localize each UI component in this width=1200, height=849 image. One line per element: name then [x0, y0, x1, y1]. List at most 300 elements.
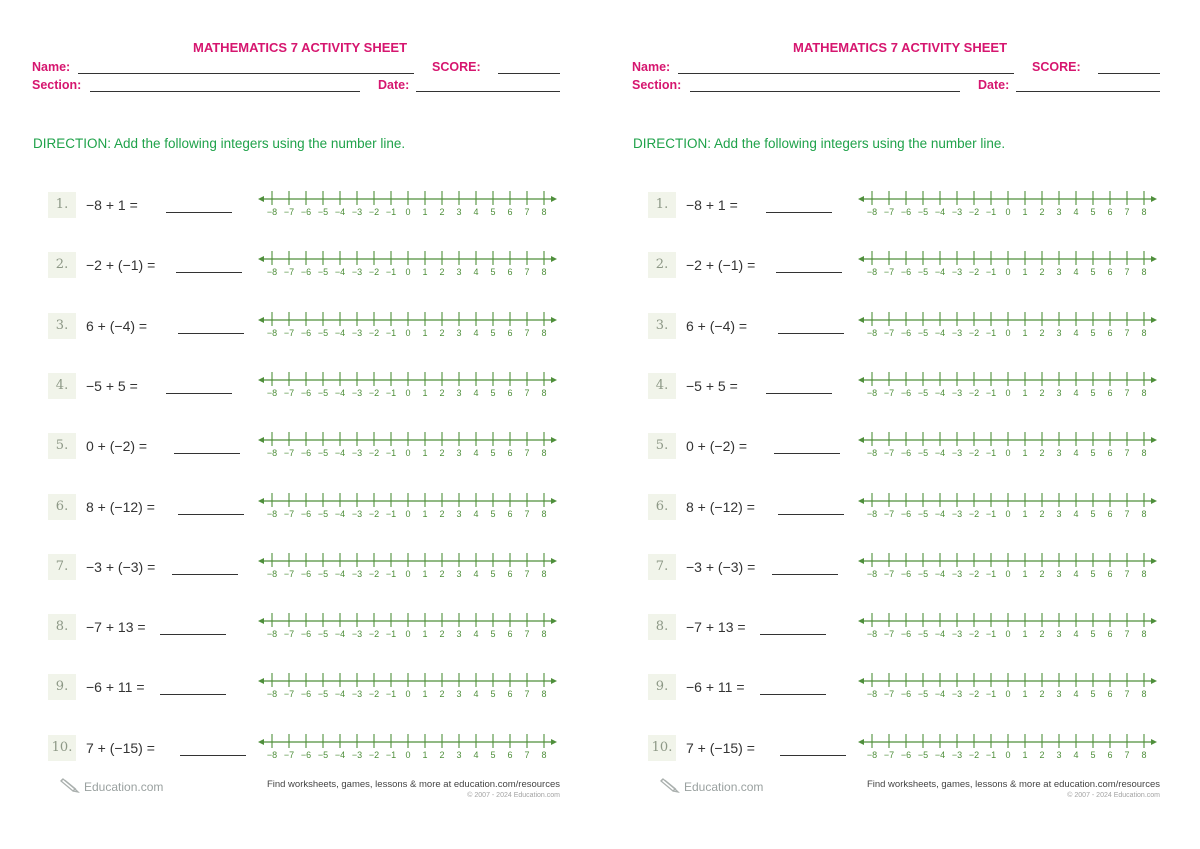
tick-label: 8 [1141, 387, 1147, 398]
right-arrow-icon [551, 317, 557, 323]
tick-label: 5 [1090, 327, 1096, 338]
tick-label: −4 [934, 448, 946, 459]
tick-label: −6 [900, 387, 912, 398]
score-field[interactable] [498, 73, 560, 74]
tick-label: 4 [1073, 568, 1079, 579]
left-arrow-icon [858, 437, 864, 443]
right-arrow-icon [551, 196, 557, 202]
tick-label: 7 [524, 568, 530, 579]
tick-label: 2 [439, 568, 445, 579]
tick-label: 7 [524, 327, 530, 338]
answer-blank[interactable] [180, 755, 246, 756]
problem-item [648, 309, 1168, 349]
number-line [858, 188, 1163, 228]
tick-label: 0 [405, 508, 411, 519]
tick-label: −7 [283, 568, 295, 579]
section-field[interactable] [690, 91, 960, 92]
tick-label: 2 [1039, 387, 1045, 398]
tick-label: −2 [968, 207, 980, 217]
tick-label: −4 [334, 508, 346, 519]
tick-label: −2 [368, 207, 380, 217]
tick-label: −4 [334, 327, 346, 338]
problem-number: 8. [48, 614, 76, 640]
tick-label: 3 [456, 267, 462, 278]
footer-copyright: © 2007 - 2024 Education.com [467, 792, 560, 799]
left-arrow-icon [858, 618, 864, 624]
tick-label: −8 [266, 508, 278, 519]
answer-blank[interactable] [176, 272, 242, 273]
tick-label: 5 [1090, 689, 1096, 700]
tick-label: 1 [1022, 207, 1028, 217]
tick-label: −6 [300, 387, 312, 398]
tick-label: −4 [934, 387, 946, 398]
tick-label: −2 [368, 689, 380, 700]
date-field[interactable] [416, 91, 560, 92]
left-arrow-icon [258, 558, 264, 564]
sheet-title: MATHEMATICS 7 ACTIVITY SHEET [192, 40, 408, 55]
name-field[interactable] [78, 73, 414, 74]
tick-label: −5 [317, 749, 329, 760]
problem-expression: 0 + (−2) = [686, 438, 748, 455]
tick-label: −2 [368, 568, 380, 579]
tick-label: −4 [934, 267, 946, 278]
tick-label: −8 [866, 207, 878, 217]
pencil-icon [60, 776, 82, 794]
tick-label: 2 [439, 387, 445, 398]
tick-label: 2 [439, 689, 445, 700]
number-line [858, 369, 1163, 409]
tick-label: −4 [934, 508, 946, 519]
tick-label: −1 [985, 749, 997, 760]
problem-number: 6. [648, 494, 676, 520]
tick-label: −2 [368, 267, 380, 278]
answer-blank[interactable] [766, 393, 832, 394]
activity-sheet-right [600, 0, 1200, 849]
number-line [258, 369, 563, 409]
tick-label: 8 [541, 629, 547, 640]
problem-number: 2. [48, 252, 76, 278]
number-line [258, 429, 563, 469]
direction-text: DIRECTION: Add the following integers using the number line. [633, 136, 1006, 151]
tick-label: −8 [866, 448, 878, 459]
problem-item [648, 610, 1168, 650]
left-arrow-icon [858, 377, 864, 383]
answer-blank[interactable] [766, 212, 832, 213]
tick-label: −8 [866, 689, 878, 700]
tick-label: 5 [1090, 387, 1096, 398]
tick-label: 5 [1090, 207, 1096, 217]
tick-label: 4 [473, 327, 479, 338]
tick-label: 0 [1005, 448, 1011, 459]
answer-blank[interactable] [174, 453, 240, 454]
answer-blank[interactable] [778, 514, 844, 515]
tick-label: 4 [1073, 508, 1079, 519]
tick-label: 0 [405, 448, 411, 459]
answer-blank[interactable] [160, 634, 226, 635]
tick-label: 5 [490, 629, 496, 640]
tick-label: −5 [317, 629, 329, 640]
tick-label: −7 [883, 568, 895, 579]
tick-label: 0 [1005, 508, 1011, 519]
problem-number: 5. [48, 433, 76, 459]
tick-label: −2 [968, 448, 980, 459]
tick-label: −7 [283, 387, 295, 398]
tick-label: −8 [866, 267, 878, 278]
tick-label: 3 [456, 629, 462, 640]
problem-number: 9. [648, 674, 676, 700]
right-arrow-icon [551, 377, 557, 383]
tick-label: −6 [300, 267, 312, 278]
tick-label: 8 [1141, 448, 1147, 459]
tick-label: −5 [917, 448, 929, 459]
tick-label: 7 [1124, 327, 1130, 338]
tick-label: 8 [541, 327, 547, 338]
tick-label: −5 [317, 267, 329, 278]
tick-label: 5 [1090, 508, 1096, 519]
tick-label: 1 [1022, 629, 1028, 640]
tick-label: −2 [368, 387, 380, 398]
problem-item [648, 670, 1168, 710]
tick-label: −3 [951, 689, 963, 700]
tick-label: −8 [266, 568, 278, 579]
section-field[interactable] [90, 91, 360, 92]
tick-label: −4 [934, 689, 946, 700]
tick-label: 7 [1124, 387, 1130, 398]
tick-label: 4 [473, 448, 479, 459]
tick-label: −7 [883, 508, 895, 519]
left-arrow-icon [258, 196, 264, 202]
tick-label: 2 [1039, 689, 1045, 700]
tick-label: −8 [266, 207, 278, 217]
tick-label: 0 [1005, 689, 1011, 700]
tick-label: −5 [917, 629, 929, 640]
tick-label: −8 [266, 689, 278, 700]
tick-label: −8 [866, 749, 878, 760]
score-field[interactable] [1098, 73, 1160, 74]
tick-label: −3 [951, 387, 963, 398]
tick-label: 6 [507, 689, 513, 700]
tick-label: −4 [334, 207, 346, 217]
number-line [258, 731, 563, 771]
tick-label: 3 [1056, 267, 1062, 278]
tick-label: 1 [1022, 749, 1028, 760]
tick-label: 2 [1039, 629, 1045, 640]
tick-label: 5 [490, 689, 496, 700]
tick-label: −5 [317, 508, 329, 519]
tick-label: 0 [1005, 387, 1011, 398]
answer-blank[interactable] [772, 574, 838, 575]
answer-blank[interactable] [166, 393, 232, 394]
number-line [858, 309, 1163, 349]
tick-label: −5 [917, 267, 929, 278]
footer-link-text[interactable]: Find worksheets, games, lessons & more at education.com/resources [266, 779, 560, 790]
tick-label: −8 [866, 327, 878, 338]
tick-label: −1 [385, 448, 397, 459]
tick-label: −5 [917, 327, 929, 338]
tick-label: 8 [541, 267, 547, 278]
tick-label: −4 [334, 568, 346, 579]
tick-label: −6 [300, 629, 312, 640]
tick-label: −1 [985, 689, 997, 700]
problem-item [648, 188, 1168, 228]
tick-label: −1 [385, 327, 397, 338]
tick-label: 6 [1107, 568, 1113, 579]
problem-item [48, 670, 568, 710]
tick-label: 4 [1073, 207, 1079, 217]
tick-label: 7 [1124, 267, 1130, 278]
tick-label: −1 [385, 689, 397, 700]
answer-blank[interactable] [760, 634, 826, 635]
tick-label: −4 [334, 749, 346, 760]
problem-expression: −3 + (−3) = [686, 558, 756, 575]
number-line [858, 490, 1163, 530]
tick-label: 3 [1056, 387, 1062, 398]
tick-label: −1 [985, 508, 997, 519]
tick-label: −1 [385, 508, 397, 519]
tick-label: 7 [524, 207, 530, 217]
left-arrow-icon [858, 498, 864, 504]
answer-blank[interactable] [178, 333, 244, 334]
tick-label: 7 [524, 387, 530, 398]
tick-label: 3 [456, 327, 462, 338]
tick-label: 1 [422, 749, 428, 760]
tick-label: 2 [1039, 448, 1045, 459]
tick-label: −6 [900, 267, 912, 278]
tick-label: 3 [1056, 327, 1062, 338]
number-line [858, 610, 1163, 650]
tick-label: 0 [405, 387, 411, 398]
tick-label: 6 [507, 508, 513, 519]
education-logo [660, 776, 763, 794]
problem-expression: 6 + (−4) = [86, 317, 148, 334]
right-arrow-icon [551, 618, 557, 624]
number-line [258, 550, 563, 590]
tick-label: 4 [473, 508, 479, 519]
tick-label: 3 [1056, 749, 1062, 760]
tick-label: −4 [334, 689, 346, 700]
tick-label: −8 [866, 629, 878, 640]
tick-label: 3 [1056, 448, 1062, 459]
problem-expression: 7 + (−15) = [86, 739, 155, 756]
number-line [858, 670, 1163, 710]
problem-number: 3. [648, 313, 676, 339]
tick-label: 6 [507, 629, 513, 640]
problem-item [48, 429, 568, 469]
answer-blank[interactable] [160, 694, 226, 695]
tick-label: −1 [985, 207, 997, 217]
number-line [258, 670, 563, 710]
tick-label: 6 [507, 749, 513, 760]
tick-label: 2 [1039, 568, 1045, 579]
answer-blank[interactable] [776, 272, 842, 273]
tick-label: 8 [541, 508, 547, 519]
tick-label: 2 [439, 448, 445, 459]
score-label: SCORE: [432, 60, 481, 74]
tick-label: −5 [917, 689, 929, 700]
problem-item [48, 248, 568, 288]
tick-label: −5 [917, 387, 929, 398]
tick-label: −7 [883, 689, 895, 700]
tick-label: 2 [1039, 207, 1045, 217]
right-arrow-icon [551, 256, 557, 262]
tick-label: −4 [334, 387, 346, 398]
tick-label: −6 [900, 207, 912, 217]
tick-label: −3 [951, 327, 963, 338]
tick-label: 4 [473, 568, 479, 579]
tick-label: 3 [1056, 629, 1062, 640]
name-score-row [632, 60, 1162, 76]
tick-label: 5 [490, 568, 496, 579]
tick-label: 3 [456, 689, 462, 700]
tick-label: −8 [266, 267, 278, 278]
answer-blank[interactable] [780, 755, 846, 756]
tick-label: −5 [317, 387, 329, 398]
tick-label: −2 [968, 689, 980, 700]
number-line [858, 429, 1163, 469]
tick-label: 1 [422, 267, 428, 278]
tick-label: 6 [507, 207, 513, 217]
problem-number: 7. [648, 554, 676, 580]
tick-label: 0 [405, 629, 411, 640]
tick-label: 5 [1090, 568, 1096, 579]
tick-label: −3 [351, 387, 363, 398]
problem-number: 7. [48, 554, 76, 580]
right-arrow-icon [1151, 678, 1157, 684]
tick-label: 2 [1039, 327, 1045, 338]
tick-label: 1 [422, 327, 428, 338]
tick-label: 3 [1056, 508, 1062, 519]
tick-label: 8 [541, 568, 547, 579]
tick-label: 3 [456, 568, 462, 579]
tick-label: 6 [1107, 508, 1113, 519]
number-line [858, 550, 1163, 590]
tick-label: −1 [985, 448, 997, 459]
tick-label: 4 [473, 207, 479, 217]
section-label: Section: [632, 78, 682, 92]
tick-label: 3 [456, 749, 462, 760]
tick-label: −7 [883, 327, 895, 338]
tick-label: 6 [507, 327, 513, 338]
tick-label: 4 [1073, 387, 1079, 398]
tick-label: −4 [334, 448, 346, 459]
section-date-row [632, 78, 1162, 94]
tick-label: −3 [351, 629, 363, 640]
tick-label: 7 [524, 267, 530, 278]
tick-label: 1 [1022, 327, 1028, 338]
tick-label: 4 [473, 267, 479, 278]
tick-label: −7 [283, 207, 295, 217]
answer-blank[interactable] [172, 574, 238, 575]
tick-label: −1 [985, 387, 997, 398]
tick-label: −5 [317, 448, 329, 459]
tick-label: 0 [1005, 327, 1011, 338]
tick-label: 8 [1141, 508, 1147, 519]
tick-label: 3 [1056, 568, 1062, 579]
number-line [858, 248, 1163, 288]
tick-label: −3 [951, 207, 963, 217]
tick-label: −5 [317, 327, 329, 338]
tick-label: −3 [351, 207, 363, 217]
tick-label: 5 [490, 387, 496, 398]
tick-label: 7 [1124, 749, 1130, 760]
tick-label: −1 [985, 629, 997, 640]
tick-label: −7 [283, 448, 295, 459]
right-arrow-icon [1151, 256, 1157, 262]
left-arrow-icon [258, 317, 264, 323]
problem-number: 3. [48, 313, 76, 339]
tick-label: 8 [541, 207, 547, 217]
right-arrow-icon [551, 437, 557, 443]
date-field[interactable] [1016, 91, 1160, 92]
tick-label: 4 [473, 629, 479, 640]
problem-item [648, 550, 1168, 590]
tick-label: 5 [490, 448, 496, 459]
problem-number: 1. [48, 192, 76, 218]
left-arrow-icon [258, 678, 264, 684]
answer-blank[interactable] [774, 453, 840, 454]
tick-label: 1 [422, 508, 428, 519]
tick-label: −8 [266, 629, 278, 640]
problem-number: 4. [648, 373, 676, 399]
tick-label: 7 [1124, 207, 1130, 217]
right-arrow-icon [1151, 739, 1157, 745]
tick-label: 0 [1005, 267, 1011, 278]
problem-expression: −8 + 1 = [86, 197, 138, 213]
name-label: Name: [632, 60, 671, 74]
answer-blank[interactable] [778, 333, 844, 334]
tick-label: −8 [866, 387, 878, 398]
tick-label: 0 [405, 568, 411, 579]
answer-blank[interactable] [760, 694, 826, 695]
date-label: Date: [378, 78, 410, 92]
tick-label: 6 [507, 568, 513, 579]
tick-label: 2 [1039, 267, 1045, 278]
answer-blank[interactable] [178, 514, 244, 515]
tick-label: 8 [1141, 207, 1147, 217]
tick-label: −4 [934, 327, 946, 338]
problem-item [48, 731, 568, 771]
tick-label: 1 [1022, 689, 1028, 700]
problem-item [48, 309, 568, 349]
problem-expression: −6 + 11 = [86, 679, 145, 696]
tick-label: 7 [524, 448, 530, 459]
name-field[interactable] [678, 73, 1014, 74]
left-arrow-icon [258, 377, 264, 383]
left-arrow-icon [858, 558, 864, 564]
problem-number: 1. [648, 192, 676, 218]
problem-expression: 0 + (−2) = [86, 438, 148, 455]
footer-info [267, 779, 560, 799]
answer-blank[interactable] [166, 212, 232, 213]
tick-label: 6 [1107, 448, 1113, 459]
number-line [258, 309, 563, 349]
tick-label: −1 [385, 629, 397, 640]
tick-label: −6 [300, 448, 312, 459]
tick-label: 8 [1141, 568, 1147, 579]
tick-label: −1 [385, 207, 397, 217]
right-arrow-icon [1151, 377, 1157, 383]
section-label: Section: [32, 78, 82, 92]
tick-label: −6 [900, 568, 912, 579]
footer-link-text[interactable]: Find worksheets, games, lessons & more at education.com/resources [866, 779, 1160, 790]
number-line [258, 248, 563, 288]
tick-label: −6 [300, 568, 312, 579]
tick-label: −6 [300, 207, 312, 217]
tick-label: 3 [1056, 689, 1062, 700]
tick-label: 7 [524, 689, 530, 700]
tick-label: −1 [985, 568, 997, 579]
right-arrow-icon [1151, 196, 1157, 202]
